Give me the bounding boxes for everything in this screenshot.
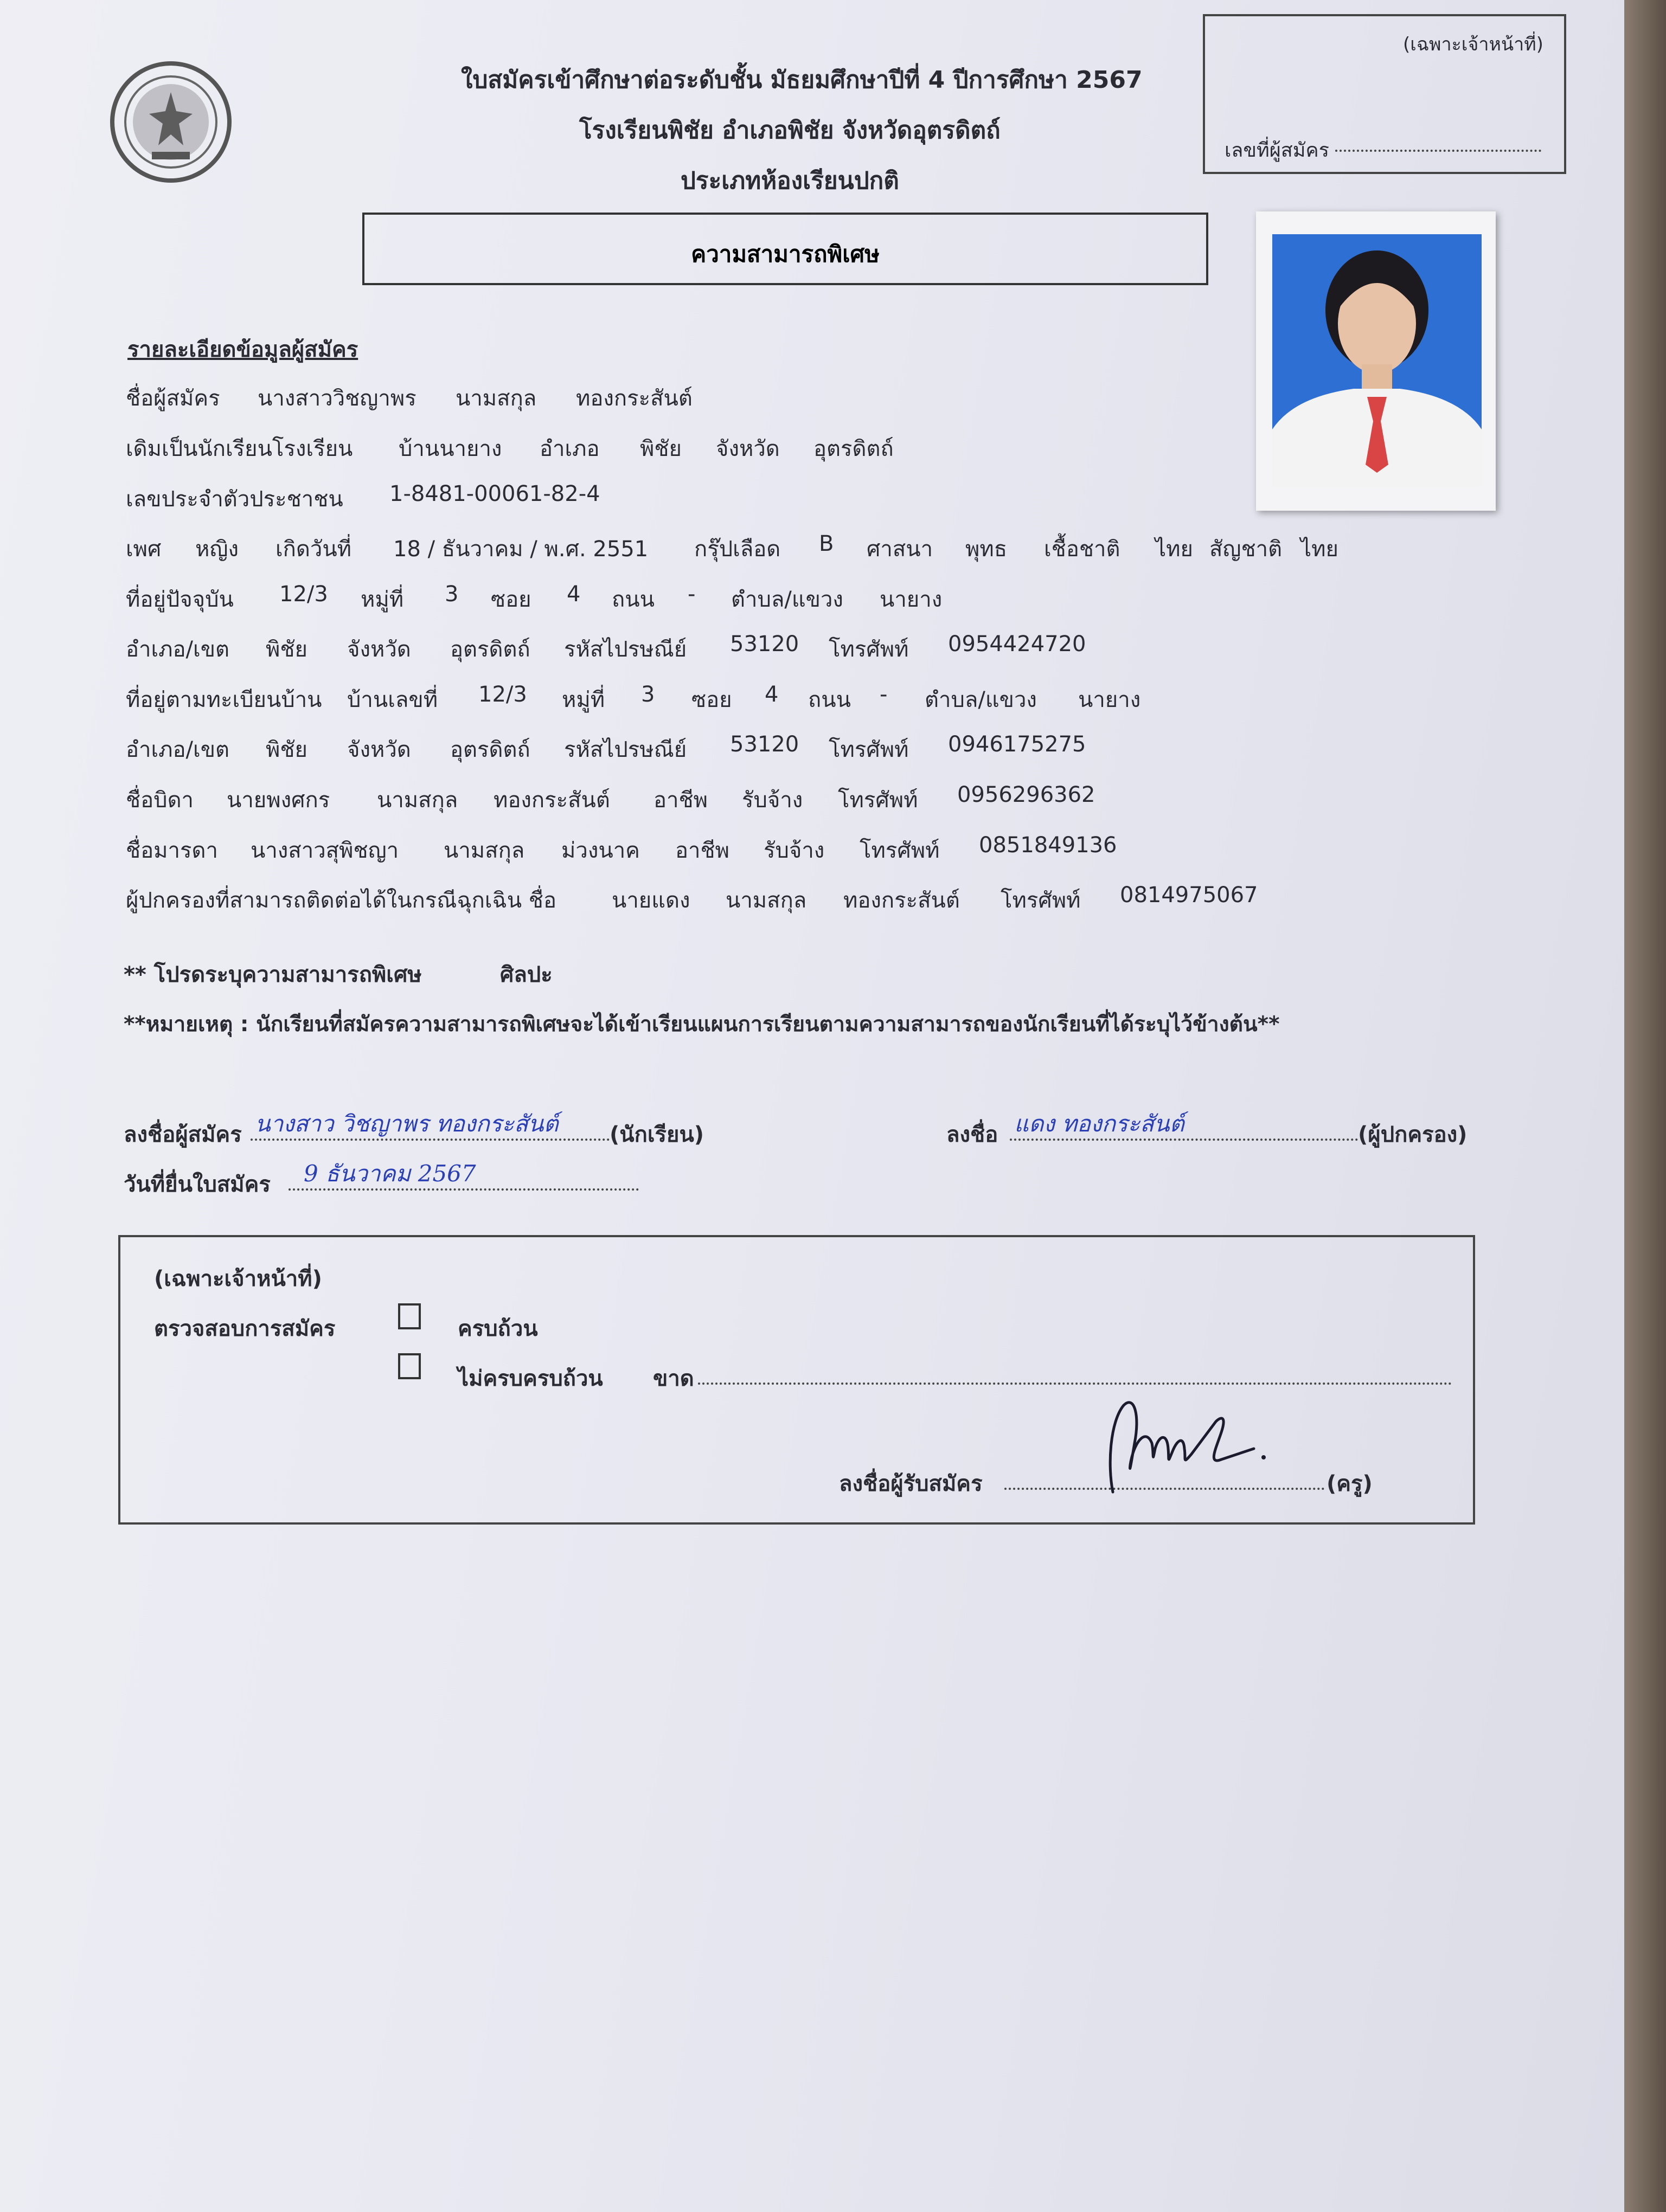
father-phone: 0956296362 <box>957 782 1095 807</box>
reg-soi: 4 <box>765 682 779 707</box>
reg-moo: 3 <box>641 682 655 707</box>
application-date: 9 ธันวาคม 2567 <box>304 1160 476 1187</box>
religion: พุทธ <box>965 537 1008 562</box>
father-job-label: อาชีพ <box>653 788 708 813</box>
sex: หญิง <box>195 537 239 562</box>
mother-phone: 0851849136 <box>979 833 1117 858</box>
reg-address-label: ที่อยู่ตามทะเบียนบ้าน <box>126 687 322 712</box>
nationality-label: สัญชาติ <box>1209 537 1283 562</box>
current-moo: 3 <box>445 582 459 607</box>
reg-road: - <box>880 682 888 707</box>
current-soi: 4 <box>567 582 581 607</box>
blood-group: B <box>819 531 834 556</box>
emergency-surname: ทองกระสันต์ <box>843 888 960 913</box>
office-use-note: (เฉพาะเจ้าหน้าที่) <box>1403 34 1543 55</box>
current-postcode: 53120 <box>730 632 799 657</box>
former-school: บ้านนายาง <box>399 436 502 461</box>
reg-phone: 0946175275 <box>948 732 1086 757</box>
officer-title: (เฉพาะเจ้าหน้าที่) <box>154 1266 322 1291</box>
wooden-table-edge <box>1624 0 1666 2212</box>
id-label: เลขประจำตัวประชาชน <box>126 487 343 512</box>
current-changwat: อุตรดิตถ์ <box>450 637 530 662</box>
applicant-signature: นางสาว วิชญาพร ทองกระสันต์ <box>255 1110 559 1137</box>
mother-phone-label: โทรศัพท์ <box>860 838 940 863</box>
program-label: ความสามารถพิเศษ <box>691 241 880 267</box>
missing-label: ขาด <box>653 1366 694 1391</box>
reg-amphoe: พิชัย <box>266 737 307 762</box>
current-soi-label: ซอย <box>491 587 531 612</box>
current-phone: 0954424720 <box>948 632 1086 657</box>
missing-field[interactable] <box>698 1382 1452 1385</box>
current-postcode-label: รหัสไปรษณีย์ <box>564 637 687 662</box>
current-road: - <box>688 582 696 607</box>
current-house-no: 12/3 <box>279 582 328 607</box>
current-phone-label: โทรศัพท์ <box>829 637 909 662</box>
reg-amphoe-label: อำเภอ/เขต <box>126 737 230 762</box>
reg-moo-label: หมู่ที่ <box>562 687 605 712</box>
current-changwat-label: จังหวัด <box>347 637 411 662</box>
sex-label: เพศ <box>126 537 162 562</box>
id-number: 1-8481-00061-82-4 <box>389 481 600 506</box>
special-ability-label: ** โปรดระบุความสามารถพิเศษ <box>124 962 422 987</box>
school-district: พิชัย <box>640 436 682 461</box>
guardian-sign-suffix: (ผู้ปกครอง) <box>1358 1122 1468 1147</box>
father-name: นายพงศกร <box>227 788 330 813</box>
current-tambon-label: ตำบล/แขวง <box>731 587 843 612</box>
guardian-signature: แดง ทองกระสันต์ <box>1014 1110 1184 1137</box>
father-phone-label: โทรศัพท์ <box>838 788 918 813</box>
name-label: ชื่อผู้สมัคร <box>126 386 220 411</box>
birth-label: เกิดวันที่ <box>275 537 352 562</box>
mother-label: ชื่อมารดา <box>126 838 218 863</box>
incomplete-label: ไม่ครบครบถ้วน <box>458 1366 603 1391</box>
applicant-photo <box>1272 234 1482 488</box>
current-address-label: ที่อยู่ปัจจุบัน <box>126 587 234 612</box>
reg-phone-label: โทรศัพท์ <box>829 737 909 762</box>
race: ไทย <box>1155 537 1193 562</box>
father-job: รับจ้าง <box>742 788 803 813</box>
former-school-label: เดิมเป็นนักเรียนโรงเรียน <box>126 436 353 461</box>
school-name: โรงเรียนพิชัย อำเภอพิชัย จังหวัดอุตรดิตถ์ <box>579 117 1001 144</box>
emergency-name: นายแดง <box>612 888 690 913</box>
reg-road-label: ถนน <box>808 687 851 712</box>
reg-tambon: นายาง <box>1078 687 1141 712</box>
current-amphoe: พิชัย <box>266 637 307 662</box>
reg-postcode-label: รหัสไปรษณีย์ <box>564 737 687 762</box>
applicant-no-field[interactable] <box>1335 150 1541 152</box>
school-province: อุตรดิตถ์ <box>813 436 894 461</box>
current-moo-label: หมู่ที่ <box>361 587 404 612</box>
mother-name: นางสาวสุพิชญา <box>251 838 399 863</box>
special-note: **หมายเหตุ : นักเรียนที่สมัครความสามารถพิเศษจะได้เข้าเรียนแผนการเรียนตามความสามารถของนักเรียนที่ได้ระบุไว้ข้างต้น** <box>124 1012 1280 1037</box>
complete-checkbox[interactable] <box>398 1303 421 1329</box>
officer-box <box>118 1235 1475 1525</box>
mother-job-label: อาชีพ <box>675 838 729 863</box>
mother-surname-label: นามสกุล <box>444 838 525 863</box>
father-surname: ทองกระสันต์ <box>494 788 610 813</box>
reg-changwat-label: จังหวัด <box>347 737 411 762</box>
birth-date: 18 / ธันวาคม / พ.ศ. 2551 <box>393 537 649 562</box>
date-label: วันที่ยื่นใบสมัคร <box>124 1172 271 1197</box>
applicant-no-label: เลขที่ผู้สมัคร <box>1225 139 1329 162</box>
receiver-signature <box>1091 1384 1286 1497</box>
special-ability: ศิลปะ <box>500 962 553 987</box>
father-label: ชื่อบิดา <box>126 788 194 813</box>
reg-house-label: บ้านเลขที่ <box>347 687 438 712</box>
current-amphoe-label: อำเภอ/เขต <box>126 637 230 662</box>
applicant-photo-frame <box>1256 211 1496 511</box>
details-section-title: รายละเอียดข้อมูลผู้สมัคร <box>127 337 358 362</box>
reg-tambon-label: ตำบล/แขวง <box>925 687 1037 712</box>
applicant-sign-suffix: (นักเรียน) <box>610 1122 704 1147</box>
receiver-label: ลงชื่อผู้รับสมัคร <box>839 1471 983 1496</box>
current-tambon: นายาง <box>880 587 943 612</box>
reg-changwat: อุตรดิตถ์ <box>450 737 530 762</box>
race-label: เชื้อชาติ <box>1044 537 1120 562</box>
office-use-box <box>1203 14 1566 174</box>
check-label: ตรวจสอบการสมัคร <box>154 1316 336 1341</box>
receiver-suffix: (ครู) <box>1327 1471 1373 1496</box>
reg-postcode: 53120 <box>730 732 799 757</box>
current-road-label: ถนน <box>612 587 655 612</box>
reg-soi-label: ซอย <box>691 687 732 712</box>
complete-label: ครบถ้วน <box>458 1316 538 1341</box>
incomplete-checkbox[interactable] <box>398 1353 421 1379</box>
school-district-label: อำเภอ <box>540 436 600 461</box>
school-seal-logo <box>108 60 233 184</box>
religion-label: ศาสนา <box>867 537 933 562</box>
reg-house-no: 12/3 <box>478 682 527 707</box>
applicant-sign-label: ลงชื่อผู้สมัคร <box>124 1122 242 1147</box>
guardian-sign-label: ลงชื่อ <box>946 1122 998 1147</box>
blood-label: กรุ๊ปเลือด <box>694 537 781 562</box>
mother-job: รับจ้าง <box>764 838 825 863</box>
emergency-phone-label: โทรศัพท์ <box>1001 888 1081 913</box>
first-name: นางสาววิชญาพร <box>258 386 416 411</box>
father-surname-label: นามสกุล <box>377 788 458 813</box>
classroom-type: ประเภทห้องเรียนปกติ <box>681 167 899 195</box>
form-title: ใบสมัครเข้าศึกษาต่อระดับชั้น มัธยมศึกษาปีที่ 4 ปีการศึกษา 2567 <box>461 66 1143 94</box>
emergency-phone: 0814975067 <box>1120 883 1258 908</box>
emergency-surname-label: นามสกุล <box>726 888 807 913</box>
surname-label: นามสกุล <box>456 386 537 411</box>
emergency-label: ผู้ปกครองที่สามารถติดต่อได้ในกรณีฉุกเฉิน ชื่อ <box>126 888 556 913</box>
mother-surname: ม่วงนาค <box>561 838 640 863</box>
school-province-label: จังหวัด <box>716 436 780 461</box>
nationality: ไทย <box>1300 537 1338 562</box>
program-box <box>362 213 1208 285</box>
surname: ทองกระสันต์ <box>576 386 693 411</box>
